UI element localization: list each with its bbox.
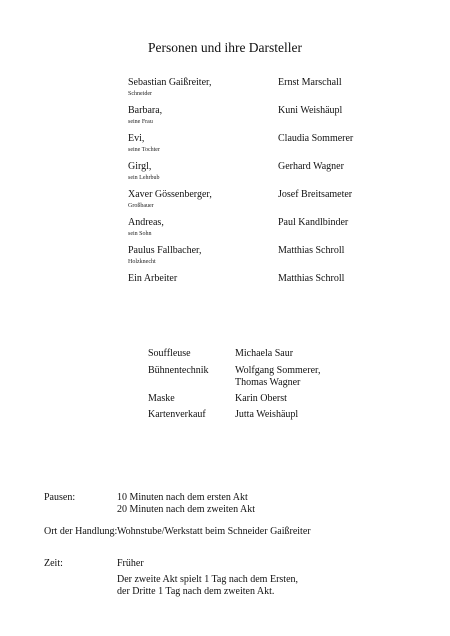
cast-actor: Kuni Weishäupl: [278, 105, 343, 116]
crew-name: Thomas Wagner: [235, 377, 301, 388]
cast-role: seine Tochter: [128, 147, 160, 153]
cast-role: Holzknecht: [128, 259, 156, 265]
cast-character: Ein Arbeiter: [128, 273, 178, 284]
cast-character: Barbara,: [128, 105, 163, 116]
ort-value: Wohnstube/Werkstatt beim Schneider Gaißreiter: [117, 526, 311, 537]
cast-actor: Josef Breitsameter: [278, 189, 353, 200]
cast-character: Evi,: [128, 133, 145, 144]
crew-name: Wolfgang Sommerer,: [235, 365, 321, 376]
pausen-label: Pausen:: [44, 492, 76, 503]
zeit-line: der Dritte 1 Tag nach dem zweiten Akt.: [117, 586, 275, 597]
crew-name: Karin Oberst: [235, 393, 287, 404]
cast-role: sein Sohn: [128, 231, 152, 237]
cast-actor: Paul Kandlbinder: [278, 217, 349, 228]
cast-character: Girgl,: [128, 161, 152, 172]
cast-character: Sebastian Gaißreiter,: [128, 77, 212, 88]
ort-label: Ort der Handlung:: [44, 526, 118, 537]
crew-role: Bühnentechnik: [148, 365, 209, 376]
cast-actor: Matthias Schroll: [278, 245, 345, 256]
zeit-label: Zeit:: [44, 558, 63, 569]
zeit-line: Der zweite Akt spielt 1 Tag nach dem Ersten,: [117, 574, 299, 585]
zeit-line: Früher: [117, 558, 144, 569]
cast-actor: Matthias Schroll: [278, 273, 345, 284]
cast-role: seine Frau: [128, 119, 153, 125]
crew-role: Kartenverkauf: [148, 409, 206, 420]
crew-name: Jutta Weishäupl: [235, 409, 299, 420]
crew-role: Maske: [148, 393, 175, 404]
cast-actor: Gerhard Wagner: [278, 161, 344, 172]
cast-role: sein Lehrbub: [128, 175, 160, 181]
crew-role: Souffleuse: [148, 348, 191, 359]
crew-name: Michaela Saur: [235, 348, 294, 359]
page-title: Personen und ihre Darsteller: [147, 40, 303, 55]
cast-role: Schneider: [128, 91, 152, 97]
pausen-line: 10 Minuten nach dem ersten Akt: [117, 492, 248, 503]
cast-character: Andreas,: [128, 217, 164, 228]
cast-role: Großbauer: [128, 203, 154, 209]
cast-actor: Claudia Sommerer: [278, 133, 354, 144]
cast-actor: Ernst Marschall: [278, 77, 342, 88]
cast-character: Paulus Fallbacher,: [128, 245, 202, 256]
cast-character: Xaver Gössenberger,: [128, 189, 212, 200]
pausen-line: 20 Minuten nach dem zweiten Akt: [117, 504, 256, 515]
